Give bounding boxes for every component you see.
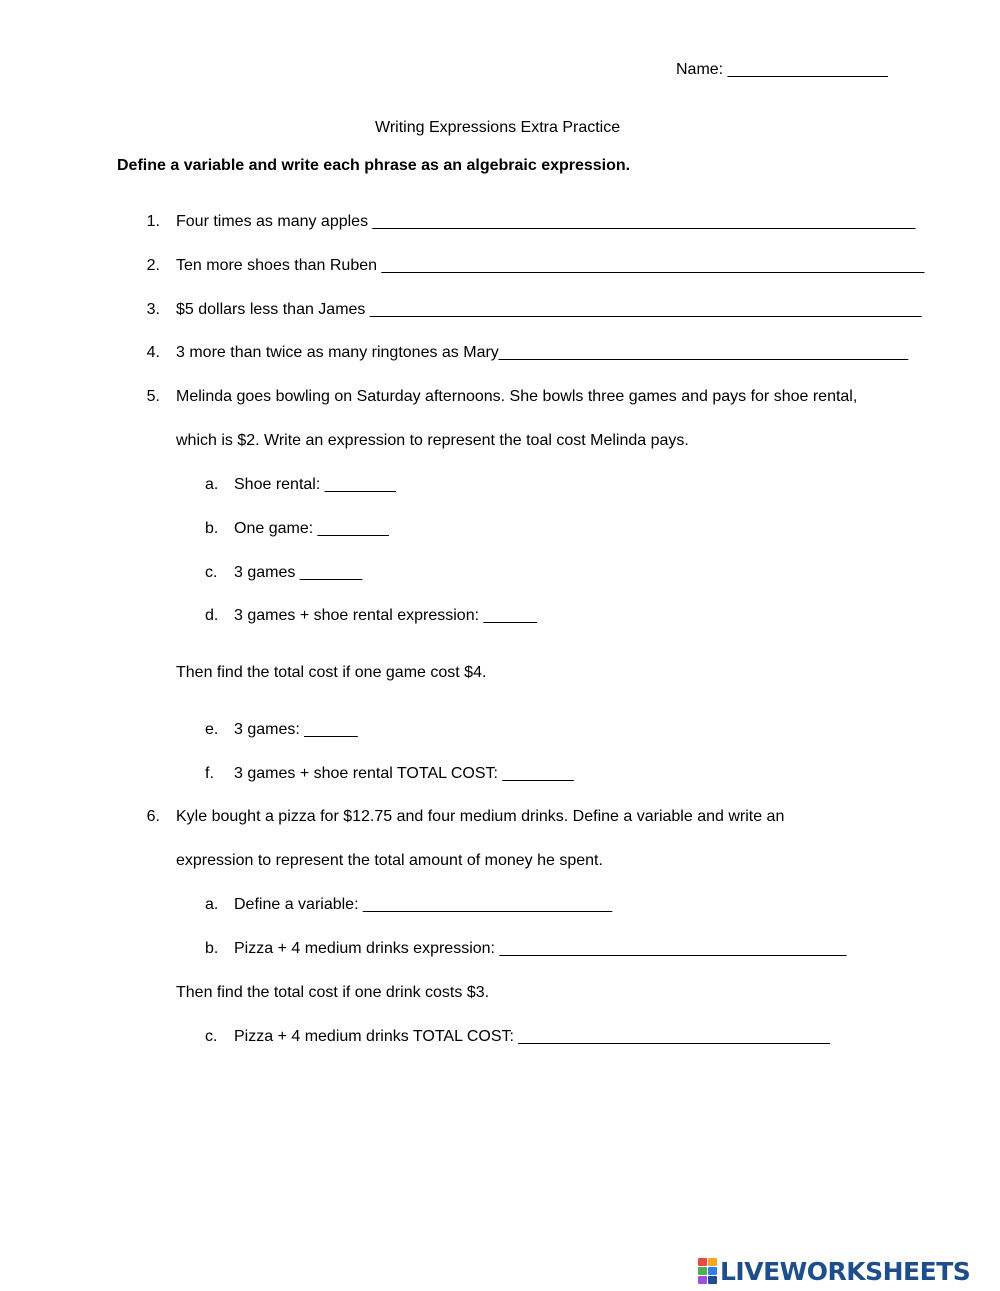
question-number: 6. bbox=[146, 808, 160, 825]
question-4-text[interactable]: 3 more than twice as many ringtones as Mary______________________________________________ bbox=[176, 344, 909, 361]
question-number: 5. bbox=[146, 388, 160, 405]
q6-part-c[interactable]: Pizza + 4 medium drinks TOTAL COST: ___________________________________ bbox=[234, 1028, 830, 1045]
name-field[interactable]: Name: __________________ bbox=[676, 61, 888, 78]
question-number: 3. bbox=[146, 301, 160, 318]
part-letter: d. bbox=[205, 607, 219, 624]
part-letter: f. bbox=[205, 765, 214, 782]
question-5-text-line2: which is $2. Write an expression to represent the toal cost Melinda pays. bbox=[176, 432, 689, 449]
page-title: Writing Expressions Extra Practice bbox=[375, 119, 621, 136]
part-letter: c. bbox=[205, 564, 218, 581]
question-2-text[interactable]: Ten more shoes than Ruben _____________________________________________________________ bbox=[176, 257, 925, 274]
part-letter: a. bbox=[205, 476, 219, 493]
q5-part-f[interactable]: 3 games + shoe rental TOTAL COST: ________ bbox=[234, 765, 574, 782]
q5-part-e[interactable]: 3 games: ______ bbox=[234, 721, 358, 738]
part-letter: e. bbox=[205, 721, 219, 738]
q5-part-a[interactable]: Shoe rental: ________ bbox=[234, 476, 396, 493]
part-letter: b. bbox=[205, 940, 219, 957]
part-letter: a. bbox=[205, 896, 219, 913]
question-5-text-line1: Melinda goes bowling on Saturday afternoons. She bowls three games and pays for shoe rental, bbox=[176, 388, 858, 405]
part-letter: b. bbox=[205, 520, 219, 537]
logo-text: LIVEWORKSHEETS bbox=[720, 1256, 971, 1286]
question-6-text-line1: Kyle bought a pizza for $12.75 and four medium drinks. Define a variable and write an bbox=[176, 808, 785, 825]
q5-part-b[interactable]: One game: ________ bbox=[234, 520, 389, 537]
q6-part-b[interactable]: Pizza + 4 medium drinks expression: _______________________________________ bbox=[234, 940, 847, 957]
part-letter: c. bbox=[205, 1028, 218, 1045]
liveworksheets-logo bbox=[698, 1256, 970, 1286]
question-number: 1. bbox=[146, 213, 160, 230]
question-number: 2. bbox=[146, 257, 160, 274]
q6-part-a[interactable]: Define a variable: ____________________________ bbox=[234, 896, 613, 913]
q5-followup: Then find the total cost if one game cost $4. bbox=[176, 664, 487, 681]
q6-followup: Then find the total cost if one drink costs $3. bbox=[176, 984, 490, 1001]
logo-icon bbox=[698, 1258, 717, 1284]
instructions: Define a variable and write each phrase as an algebraic expression. bbox=[117, 157, 631, 174]
question-1-text[interactable]: Four times as many apples _____________________________________________________________ bbox=[176, 213, 916, 230]
question-number: 4. bbox=[146, 344, 160, 361]
q5-part-c[interactable]: 3 games _______ bbox=[234, 564, 363, 581]
question-3-text[interactable]: $5 dollars less than James ______________________________________________________________ bbox=[176, 301, 922, 318]
question-6-text-line2: expression to represent the total amount of money he spent. bbox=[176, 852, 603, 869]
q5-part-d[interactable]: 3 games + shoe rental expression: ______ bbox=[234, 607, 537, 624]
